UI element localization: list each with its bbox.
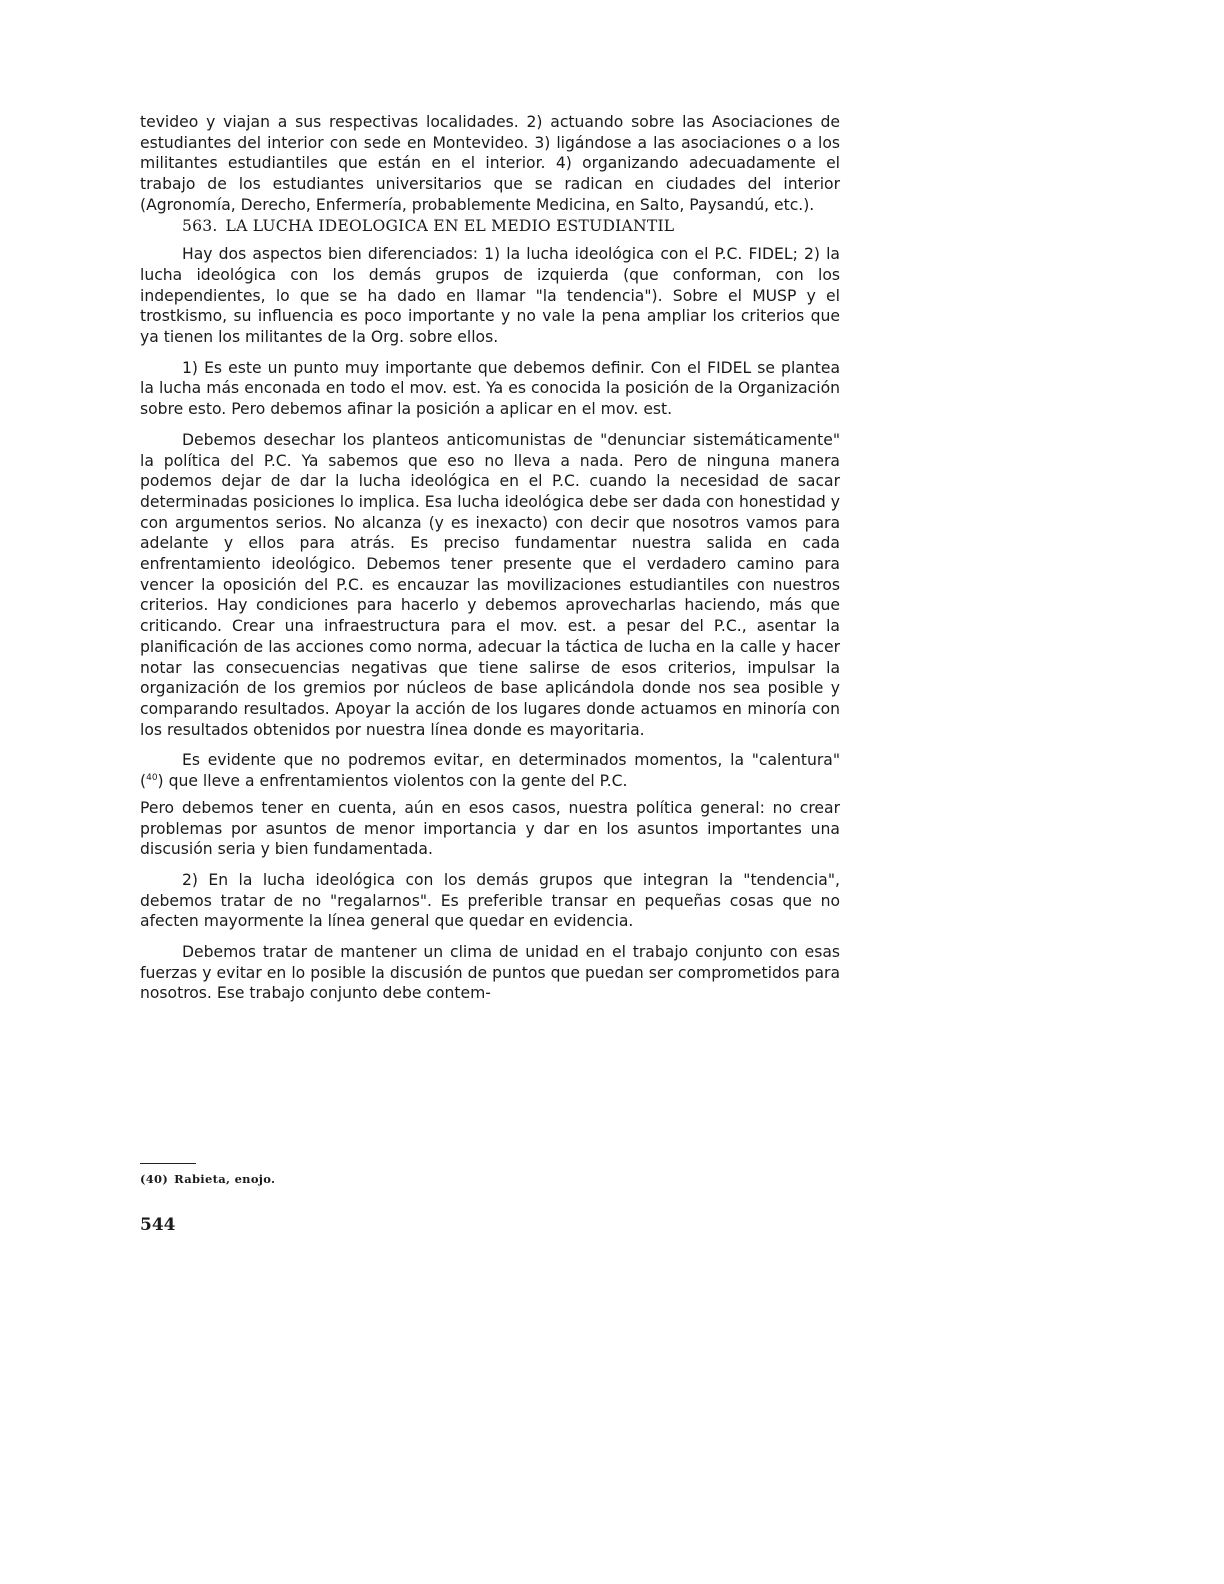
page-number: 544: [140, 1215, 176, 1235]
footnote-number: (40): [140, 1172, 169, 1186]
footnote: [140, 1172, 275, 1186]
paragraph-general-policy: Pero debemos tener en cuenta, aún en esos casos, nuestra política general: no crear problemas por asuntos de menor importancia y dar en los asuntos importantes una discusión seria y bien fundamentada.: [140, 798, 840, 859]
paragraph-unity: Debemos tratar de mantener un clima de unidad en el trabajo conjunto con esas fuerzas y evitar en lo posible la discusión de puntos que puedan ser comprometidos para nosotros. Ese trabajo conjunto debe contem-: [140, 943, 840, 1003]
section-heading: [140, 216, 840, 237]
page-body: [140, 112, 840, 1004]
calentura-text-after: ) que lleve a enfrentamientos violentos con la gente del P.C.: [157, 772, 628, 791]
paragraph-calentura: [140, 750, 840, 791]
section-title: LA LUCHA IDEOLOGICA EN EL MEDIO ESTUDIANTIL: [225, 216, 675, 235]
paragraph-anticommunist: Debemos desechar los planteos anticomunistas de "denunciar sistemáticamente" la política del P.C. Ya sabemos que eso no lleva a nada. Pero de ninguna manera podemos dejar de dar la lucha ideológica en el P.C. cuando la necesidad de sacar determinadas posiciones lo implica. Esa lucha ideológica debe ser dada con honestidad y con argumentos serios. No alcanza (y es inexacto) con decir que nosotros vamos para adelante y ellos para atrás. Es preciso fundamentar nuestra salida en cada enfrentamiento ideológico. Debemos tener presente que el verdadero camino para vencer la oposición del P.C. es encauzar las movilizaciones estudiantiles con nuestros criterios. Hay condiciones para hacerlo y debemos aprovecharlas haciendo, más que criticando. Crear una infraestructura para el mov. est. a pesar del P.C., asentar la planificación de las acciones como norma, adecuar la táctica de lucha en la calle y hacer notar las consecuencias negativas que tiene salirse de esos criterios, impulsar la organización de los gremios por núcleos de base aplicándola donde nos sea posible y comparando resultados. Apoyar la acción de los lugares donde actuamos en minoría con los resultados obtenidos por nuestra línea donde es mayoritaria.: [140, 430, 840, 739]
paragraph-aspects: Hay dos aspectos bien diferenciados: 1) la lucha ideológica con el P.C. FIDEL; 2) la lucha ideológica con los demás grupos de izquierda (que conforman, con los independientes, lo que se ha dado en llamar "la tendencia"). Sobre el MUSP y el trostkismo, su influencia es poco importante y no vale la pena ampliar los criterios que ya tienen los militantes de la Org. sobre ellos.: [140, 245, 840, 347]
calentura-text-before: Es evidente que no podremos evitar, en determinados momentos, la "calentura" (: [140, 751, 840, 791]
footnote-text: Rabieta, enojo.: [174, 1172, 276, 1186]
paragraph-point-2: 2) En la lucha ideológica con los demás grupos que integran la "tendencia", debemos tratar de no "regalarnos". Es preferible transar en pequeñas cosas que no afecten mayormente la línea general que quedar en evidencia.: [140, 870, 840, 931]
paragraph-continuation: tevideo y viajan a sus respectivas localidades. 2) actuando sobre las Asociaciones de estudiantes del interior con sede en Montevideo. 3) ligándose a las asociaciones o a los militantes estudiantiles que están en el interior. 4) organizando adecuadamente el trabajo de los estudiantes universitarios que se radican en ciudades del interior (Agronomía, Derecho, Enfermería, probablemente Medicina, en Salto, Paysandú, etc.).: [140, 113, 840, 214]
section-number: 563.: [182, 216, 218, 235]
footnote-divider: [140, 1163, 196, 1164]
paragraph-point-1: 1) Es este un punto muy importante que debemos definir. Con el FIDEL se plantea la lucha más enconada en todo el mov. est. Ya es conocida la posición de la Organización sobre esto. Pero debemos afinar la posición a aplicar en el mov. est.: [140, 358, 840, 419]
footnote-reference: 40: [146, 773, 158, 784]
